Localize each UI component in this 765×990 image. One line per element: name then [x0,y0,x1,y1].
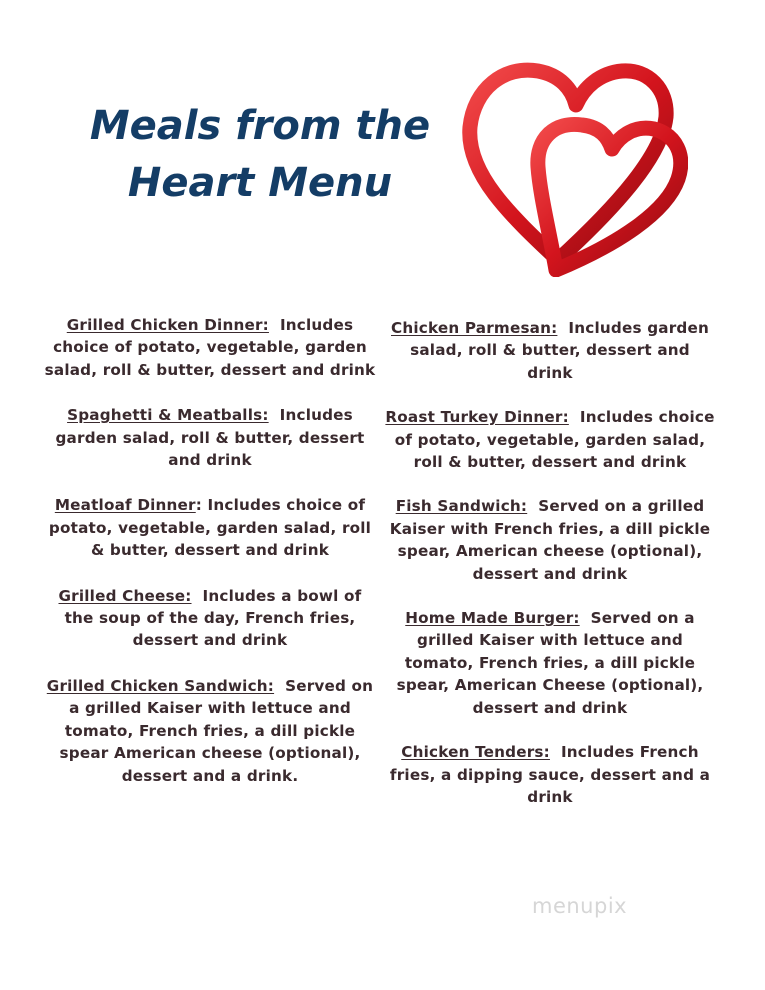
menu-item-name: Meatloaf Dinner [54,496,196,515]
menu-item-desc: Includes garden salad, roll & butter, dessert and drink [55,406,365,470]
menu-title-line-2: Heart Menu [127,160,393,206]
menu-title [40,98,480,212]
menu-item [44,585,376,652]
menu-item [44,494,376,561]
menu-item-desc: Includes choice of potato, vegetable, garden salad, roll & butter, dessert and drink [394,408,715,472]
menu-title-line-1: Meals from the [89,103,431,149]
menu-item-desc: Served on a grilled Kaiser with lettuce and tomato, French fries, a dill pickle spear American cheese (optional), dessert and a drink. [59,676,374,785]
menu-item-name: Spaghetti & Meatballs: [67,406,269,425]
menu-item [44,404,376,471]
menu-item-desc: Includes French fries, a dipping sauce, dessert and a drink [389,743,711,806]
menu-item [44,675,376,787]
menu-item-desc: Served on a grilled Kaiser with French fries, a dill pickle spear, American cheese (optional), dessert and drink [389,497,711,583]
menu-item-desc: Includes a bowl of the soup of the day, French fries, dessert and drink [64,586,362,650]
menu-item-desc: Served on a grilled Kaiser with lettuce and tomato, French fries, a dill pickle spear, American Cheese (optional), dessert and drink [396,609,704,717]
menu-item [385,406,715,473]
watermark: menupix [532,894,628,918]
menu-item-desc: Includes garden salad, roll & butter, dessert and drink [410,319,709,382]
menu-item [385,317,715,384]
two-hearts-icon [458,55,688,277]
menu-item-name: Grilled Chicken Dinner: [66,316,269,334]
menu-item [385,607,715,719]
menu-item [385,741,715,808]
menu-item-name: Grilled Cheese: [58,586,192,605]
menu-item-desc: Includes choice of potato, vegetable, garden salad, roll & butter, dessert and drink [44,316,376,379]
menu-item-name: Fish Sandwich: [395,497,528,516]
menu-item-name: Chicken Tenders: [401,743,550,762]
menu-item [385,495,715,585]
menu-item-name: Home Made Burger: [405,609,580,628]
menu-item [44,314,376,381]
menu-item-name: Grilled Chicken Sandwich: [46,676,275,695]
menu-item-name: Chicken Parmesan: [391,319,558,337]
menu-column-left [44,314,376,810]
menu-item-desc: : Includes choice of potato, vegetable, garden salad, roll & butter, dessert and drink [48,496,372,560]
menu-column-right [385,317,715,830]
menu-item-name: Roast Turkey Dinner: [385,408,569,427]
